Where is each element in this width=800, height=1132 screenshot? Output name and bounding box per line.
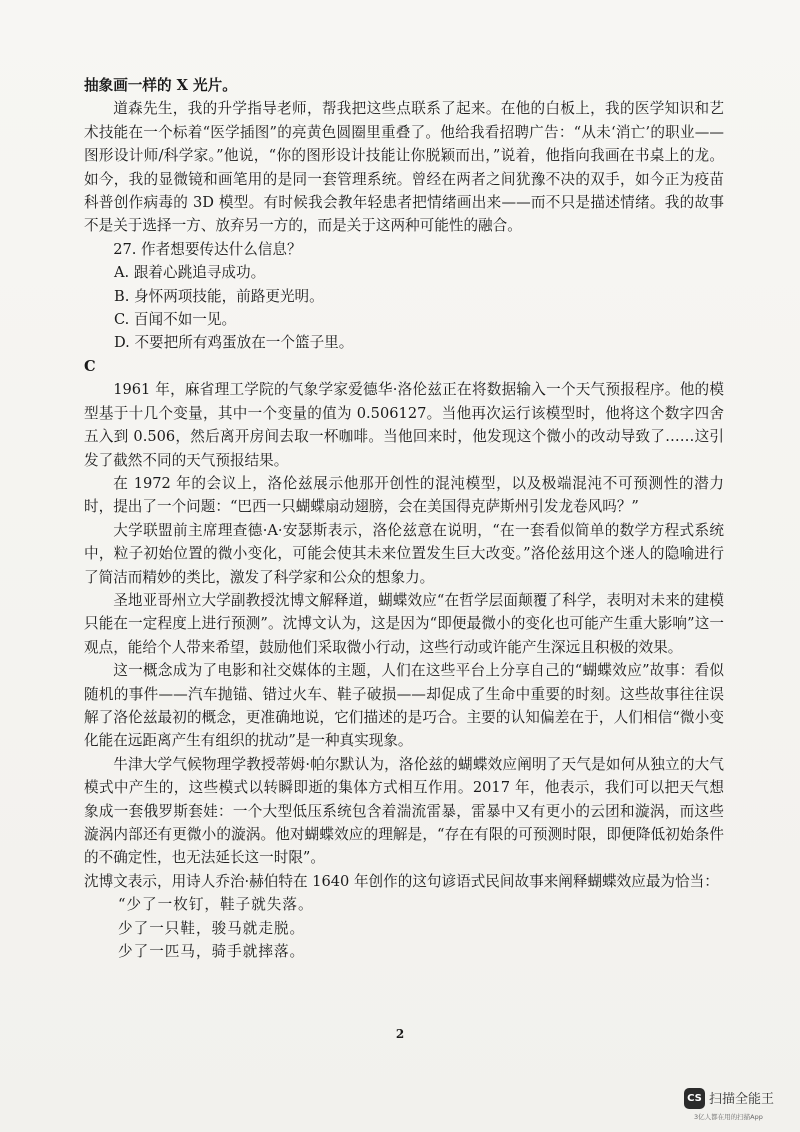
poem-line-3: 少了一匹马，骑手就摔落。 [118,943,306,961]
question-27-option-d: D. 不要把所有鸡蛋放在一个篮子里。 [114,334,354,352]
app-name: 扫描全能王 [709,1092,775,1107]
question-27-option-c: C. 百闻不如一见。 [114,311,237,329]
camscanner-logo-icon: CS [684,1088,705,1109]
app-tagline: 3亿人都在用的扫描App [694,1113,763,1121]
section-c-paragraph-7: 沈博文表示，用诗人乔治·赫伯特在 1640 年创作的这句谚语式民间故事来阐释蝴蝶效应最为恰当： [84,872,719,890]
passage-b-paragraph: 道森先生，我的升学指导老师，帮我把这些点联系了起来。在他的白板上，我的医学知识和艺术技能在一个标着“医学插图”的亮黄色圆圈里重叠了。他给我看招聘广告：“从未‘消亡’的职业——图形设计师/科学家。”他说，“你的图形设计技能让你脱颖而出，”说着，他指向我画在书桌上的龙。如今，我的显微镜和画笔用的是同一套管理系统。曾经在两者之间犹豫不决的双手，如今正为疫苗科普创作病毒的 3D 模型。有时候我会教年轻患者把情绪画出来——而不只是描述情绪。我的故事不是关于选择一方、放弃另一方的，而是关于这两种可能性的融合。 [84,100,724,235]
section-c-paragraph-1: 1961 年，麻省理工学院的气象学家爱德华·洛伦兹正在将数据输入一个天气预报程序。他的模型基于十几个变量，其中一个变量的值为 0.506127。当他再次运行该模型时，他将这个数字四舍五入到 0.506，然后离开房间去取一杯咖啡。当他回来时，他发现这个微小的改动导致了……这引发了截然不同的天气预报结果。 [84,381,724,469]
section-c-paragraph-5: 这一概念成为了电影和社交媒体的主题，人们在这些平台上分享自己的“蝴蝶效应”故事：看似随机的事件——汽车抛锚、错过火车、鞋子破损——却促成了生命中重要的时刻。这些故事往往误解了洛伦兹最初的概念，更准确地说，它们描述的是巧合。主要的认知偏差在于，人们相信“微小变化能在远距离产生有组织的扰动”是一种真实现象。 [84,662,724,750]
section-c-paragraph-6: 牛津大学气候物理学教授蒂姆·帕尔默认为，洛伦兹的蝴蝶效应阐明了天气是如何从独立的大气模式中产生的，这些模式以转瞬即逝的集体方式相互作用。2017 年，他表示，我们可以把天气想象成一套俄罗斯套娃：一个大型低压系统包含着湍流雷暴，雷暴中又有更小的云团和漩涡，而这些漩涡内部还有更微小的漩涡。他对蝴蝶效应的理解是，“存在有限的可预测时限，即便降低初始条件的不确定性，也无法延长这一时限”。 [84,755,724,867]
poem-line-1: “少了一枚钉，鞋子就失落。 [118,896,314,914]
passage-b-first-line: 抽象画一样的 X 光片。 [84,77,237,94]
poem-line-2: 少了一只鞋，骏马就走脱。 [118,919,306,937]
page-number: 2 [395,1027,405,1041]
section-c-paragraph-3: 大学联盟前主席理查德·A·安瑟斯表示，洛伦兹意在说明，“在一套看似简单的数学方程式系统中，粒子初始位置的微小变化，可能会使其未来位置发生巨大改变。”洛伦兹用这个迷人的隐喻进行了简洁而精妙的类比，激发了科学家和公众的想象力。 [84,521,724,586]
section-c-paragraph-4: 圣地亚哥州立大学副教授沈博文解释道，蝴蝶效应“在哲学层面颠覆了科学，表明对未来的建模只能在一定程度上进行预测”。沈博文认为，这是因为“即便最微小的变化也可能产生重大影响”这一观点，能给个人带来希望，鼓励他们采取微小行动，这些行动或许能产生深远且积极的效果。 [84,591,724,656]
question-27-option-a: A. 跟着心跳追寻成功。 [114,264,266,282]
section-c-paragraph-2: 在 1972 年的会议上，洛伦兹展示他那开创性的混沌模型，以及极端混沌不可预测性的潜力时，提出了一个问题：“巴西一只蝴蝶扇动翅膀，会在美国得克萨斯州引发龙卷风吗？” [84,474,724,516]
scanner-app-watermark [684,1086,794,1126]
question-27-stem: 27. 作者想要传达什么信息？ [113,240,302,258]
page-content [84,74,724,963]
section-c-heading: C [84,357,96,375]
question-27-option-b: B. 身怀两项技能，前路更光明。 [114,287,324,305]
